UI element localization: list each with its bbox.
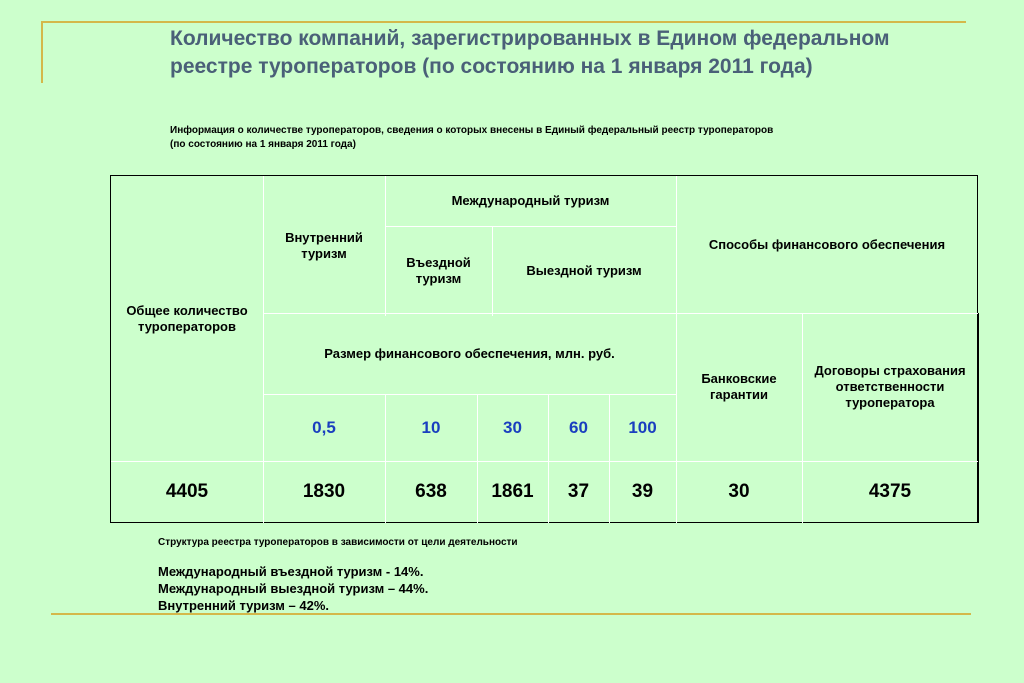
- subtitle-line-1: Информация о количестве туроператоров, сведения о которых внесены в Единый федеральный реестр туроператоров: [170, 125, 774, 136]
- header-insurance: Договоры страхования ответственности туроператора: [814, 363, 966, 410]
- value-cell: 39: [631, 481, 654, 502]
- header-financing-size: Размер финансового обеспечения, млн. руб.: [324, 345, 615, 361]
- value-cell: 638: [415, 481, 447, 502]
- size-cell: 60: [569, 417, 588, 437]
- size-cell: 30: [503, 417, 522, 437]
- header-total: Общее количество туроператоров: [126, 302, 248, 334]
- registry-table: [110, 175, 978, 523]
- value-cell: 30: [728, 481, 750, 502]
- bottom-rule: [51, 613, 971, 615]
- header-inbound: Въездной туризм: [406, 255, 471, 286]
- structure-list: [158, 563, 758, 614]
- structure-item: Внутренний туризм – 42%.: [158, 598, 329, 613]
- size-cell: 0,5: [312, 417, 336, 437]
- header-bank-guarantees: Банковские гарантии: [701, 371, 777, 402]
- size-cell: 10: [421, 417, 441, 437]
- header-outbound: Выездной туризм: [526, 263, 642, 278]
- structure-item: Международный выездной туризм – 44%.: [158, 581, 429, 596]
- structure-item: Международный въездной туризм - 14%.: [158, 564, 424, 579]
- header-international: Международный туризм: [451, 193, 610, 208]
- value-cell: 1861: [491, 481, 534, 502]
- left-rule: [41, 21, 43, 83]
- size-cell: 100: [628, 417, 657, 437]
- subtitle-line-2: (по состоянию на 1 января 2011 года): [170, 139, 356, 150]
- value-cell: 4405: [165, 481, 209, 502]
- structure-note: Структура реестра туроператоров в зависимости от цели деятельности: [158, 537, 518, 548]
- header-domestic: Внутренний туризм: [285, 230, 363, 261]
- subtitle: [170, 124, 970, 152]
- value-cell: 37: [567, 481, 590, 502]
- value-cell: 1830: [302, 481, 346, 502]
- top-rule: [41, 21, 966, 23]
- table-right-rule: [978, 313, 979, 523]
- page-title: Количество компаний, зарегистрированных в Едином федеральном реестре туроператоров (по состоянию на 1 января 2011 года): [170, 27, 890, 78]
- value-cell: 4375: [868, 481, 912, 502]
- header-financing-methods: Способы финансового обеспечения: [708, 236, 946, 252]
